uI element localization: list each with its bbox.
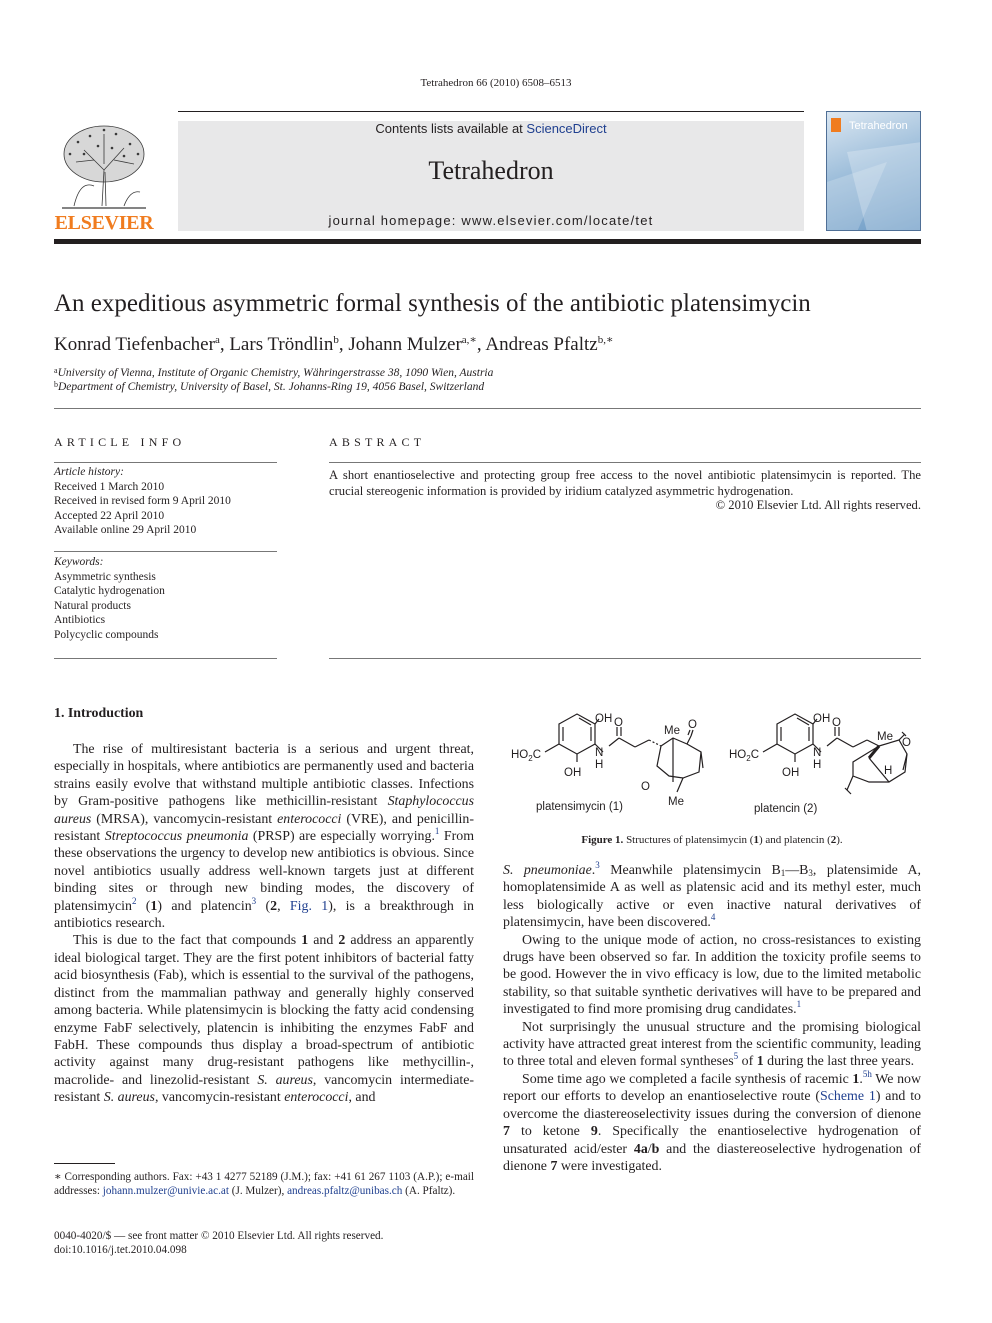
atom-label: Me bbox=[877, 731, 893, 743]
atom-label: O bbox=[902, 737, 911, 749]
benzene-ring bbox=[777, 714, 813, 754]
sciencedirect-link[interactable]: ScienceDirect bbox=[526, 121, 607, 136]
keyword: Polycyclic compounds bbox=[54, 628, 159, 641]
article-info-heading: ARTICLE INFO bbox=[54, 435, 186, 449]
elsevier-tree-icon bbox=[54, 120, 154, 212]
author-list bbox=[54, 333, 934, 356]
contents-prefix: Contents lists available at bbox=[375, 121, 527, 136]
atom-label: $HO_2C$ bbox=[729, 749, 760, 763]
atom-label: H bbox=[595, 759, 604, 771]
history-item: Available online 29 April 2010 bbox=[54, 524, 197, 537]
atom-label: Me bbox=[664, 725, 680, 737]
body-column-right bbox=[503, 862, 921, 1175]
paragraph: This is due to the fact that compounds 1 and 2 address an apparently ideal biological target. They are the first potent inhibitors of bacterial fatty acid biosynthesis (Fab), which is essential to the survival of the pathogens, distinct from the mammalian pathway and generally highly conserved among bacteria. While platensimycin is blocking the fatty acid condensing enzyme FabF selectively, platencin is inhibiting the enzymes FabF and FabH. These compounds thus display a broad-spectrum of antibiotic activity against many drug-resistant pathogens like methycillin-, macrolide- and linezolid-resistant S. aureus, vancomycin intermediate-resistant S. aureus, vancomycin-resistant enterococci, and bbox=[54, 933, 475, 1106]
atom-label: O bbox=[614, 717, 623, 729]
abstract-heading: ABSTRACT bbox=[329, 435, 426, 449]
affiliation-text: University of Vienna, Institute of Organic Chemistry, Währingerstrasse 38, 1090 Wien, Austria bbox=[57, 367, 494, 379]
atom-label: O bbox=[688, 719, 697, 731]
divider bbox=[54, 408, 921, 409]
atom-label: OH bbox=[595, 713, 613, 725]
atom-label: OH bbox=[564, 767, 582, 779]
divider bbox=[54, 551, 277, 552]
atom-label: N bbox=[813, 747, 822, 759]
email-link[interactable]: andreas.pfaltz@unibas.ch bbox=[287, 1185, 403, 1198]
benzene-ring bbox=[559, 714, 595, 754]
atom-label: H bbox=[884, 765, 893, 777]
article-history bbox=[54, 465, 231, 538]
affiliation bbox=[54, 380, 484, 393]
cage-skeleton bbox=[853, 740, 907, 782]
journal-name: Tetrahedron bbox=[428, 156, 554, 185]
atom-label: Me bbox=[668, 796, 684, 808]
divider bbox=[329, 462, 921, 463]
reference-link[interactable]: 1 bbox=[796, 999, 802, 1010]
affiliation-mark: b bbox=[54, 380, 58, 389]
abstract-copyright: © 2010 Elsevier Ltd. All rights reserved. bbox=[715, 498, 921, 512]
author-affiliation-mark[interactable]: b bbox=[333, 334, 339, 346]
homepage-link[interactable]: www.elsevier.com/locate/tet bbox=[461, 213, 654, 228]
author-name: Johann Mulzer bbox=[348, 334, 462, 355]
paragraph: Owing to the unique mode of action, no cross-resistances to existing drugs have been observed so far. In addition the toxicity profile seems to be good. However the in vivo efficacy is low, due to the limited metabolic stability, so that suitable synthetic derivatives will have to be prepared and investigated to find more promising drug candidates.$^1$ bbox=[503, 932, 921, 1018]
author-separator: , bbox=[219, 334, 230, 355]
reference-link[interactable]: 4 bbox=[710, 912, 716, 923]
reference-link[interactable]: 3 bbox=[595, 860, 600, 870]
reference-link[interactable]: 5 bbox=[733, 1051, 739, 1062]
divider bbox=[54, 658, 277, 659]
journal-citation: Tetrahedron 66 (2010) 6508–6513 bbox=[420, 77, 572, 89]
reference-link[interactable]: 5h bbox=[862, 1068, 872, 1079]
author-name: Andreas Pfaltz bbox=[485, 334, 598, 355]
figure-caption: Figure 1. Structures of platensimycin (1) and platencin (2). bbox=[581, 834, 843, 846]
reference-link[interactable]: 1 bbox=[434, 826, 440, 837]
figure-caption-label: Figure 1. bbox=[581, 834, 624, 846]
paragraph: Some time ago we completed a facile synthesis of racemic 1.$^{5h}$ We now report our efforts to develop an enantioselective route (Scheme 1) and to overcome the diastereoselectivity issues during the conversion of dienone 7 to ketone 9. Specifically the enantioselective hydrogenation of unsaturated acid/ester 4a/b and the diastereoselective hydrogenation of dienone 7 were investigated. bbox=[503, 1068, 922, 1174]
email-link[interactable]: johann.mulzer@univie.ac.at bbox=[102, 1185, 229, 1198]
section-heading: 1. Introduction bbox=[54, 706, 144, 721]
atom-label: O bbox=[832, 717, 841, 729]
author-name: Lars Tröndlin bbox=[229, 334, 334, 355]
history-label: Article history: bbox=[54, 466, 124, 478]
scheme-link[interactable]: Scheme 1 bbox=[820, 1089, 876, 1105]
header-thick-rule bbox=[54, 239, 921, 244]
affiliation-mark: a bbox=[54, 366, 58, 375]
footnote-rule bbox=[54, 1163, 115, 1164]
corresponding-author-footnote: ∗ Corresponding authors. Fax: +43 1 4277 52189 (J.M.); fax: +41 61 267 1103 (A.P.); e-mail addresses: johann.mulzer@univie.ac.at (J. Mulzer), andreas.pfaltz@unibas.ch (A. Pfaltz). bbox=[54, 1171, 474, 1198]
keyword: Natural products bbox=[54, 599, 131, 612]
author-affiliation-mark[interactable]: a bbox=[214, 334, 220, 346]
divider bbox=[54, 462, 277, 463]
atom-label: N bbox=[595, 747, 604, 759]
paragraph: The rise of multiresistant bacteria is a serious and urgent threat, especially in hospitals, where antibiotics are permanently used and bacteria strains easily evolve that withstand multiple antibiotic classes. Infections by Gram-positive pathogens like methicillin-resistant Staphylococcus aureus (MRSA), vancomycin-resistant enterococci (VRE), and penicillin-resistant Streptococcus pneumonia (PRSP) are especially worrying.$^1$ From these observations the urgency to develop new antibiotics is obvious. Since novel antibiotics usually address well-known targets just at different binding sites or through new binding modes, the discovery of platensimycin$^2$ (1) and platencin$^3$ (2, Fig. 1), is a breakthrough in antibiotics research. bbox=[54, 742, 475, 932]
author-separator: , bbox=[476, 334, 486, 355]
keyword: Asymmetric synthesis bbox=[54, 570, 156, 583]
affiliation bbox=[54, 366, 493, 379]
figure-1 bbox=[503, 706, 921, 826]
figure-link[interactable]: Fig. 1 bbox=[289, 898, 329, 914]
author-separator: , bbox=[338, 334, 349, 355]
atom-label: OH bbox=[813, 713, 831, 725]
issn-doi-block bbox=[54, 1229, 383, 1258]
issn-line: 0040-4020/$ — see front matter © 2010 Elsevier Ltd. All rights reserved. bbox=[54, 1230, 384, 1242]
abstract-text: A short enantioselective and protecting group free access to the novel antibiotic platensimycin is reported. The crucial stereogenic information is provided by iridium catalyzed asymmetric hydrogenation. bbox=[329, 468, 921, 498]
journal-homepage bbox=[178, 213, 804, 228]
elsevier-wordmark: ELSEVIER bbox=[54, 212, 154, 234]
divider bbox=[329, 658, 921, 659]
cage-skeleton bbox=[657, 738, 701, 778]
atom-label: OH bbox=[782, 767, 800, 779]
chemical-structures bbox=[503, 706, 921, 826]
author-affiliation-mark[interactable]: a,∗ bbox=[461, 334, 477, 346]
cover-art-icon bbox=[827, 112, 921, 231]
keyword: Catalytic hydrogenation bbox=[54, 585, 165, 598]
journal-cover-thumbnail[interactable] bbox=[826, 111, 921, 231]
atom-label: H bbox=[813, 759, 822, 771]
header-rule bbox=[178, 111, 804, 112]
keywords bbox=[54, 555, 165, 643]
paragraph: Not surprisingly the unusual structure and the promising biological activity have attracted great interest from the scientific community, leading to three total and eleven formal syntheses$^5$ of 1 during the last three years. bbox=[503, 1019, 921, 1070]
history-item: Received 1 March 2010 bbox=[54, 480, 165, 493]
homepage-prefix: journal homepage: bbox=[328, 213, 462, 228]
contents-line bbox=[178, 121, 804, 136]
atom-label: O bbox=[641, 781, 650, 793]
history-item: Accepted 22 April 2010 bbox=[54, 509, 165, 522]
reference-link[interactable]: 2 bbox=[131, 895, 137, 906]
affiliation-text: Department of Chemistry, University of Basel, St. Johanns-Ring 19, 4056 Basel, Switzerland bbox=[58, 381, 485, 393]
author-affiliation-mark[interactable]: b,∗ bbox=[597, 334, 614, 346]
reference-link[interactable]: 3 bbox=[251, 895, 257, 906]
compound-label: platencin (2) bbox=[754, 803, 818, 815]
doi-line[interactable]: doi:10.1016/j.tet.2010.04.098 bbox=[54, 1244, 187, 1257]
keywords-label: Keywords: bbox=[54, 556, 104, 568]
article-title: An expeditious asymmetric formal synthesis of the antibiotic platensimycin bbox=[54, 290, 811, 317]
keyword: Antibiotics bbox=[54, 614, 106, 627]
history-item: Received in revised form 9 April 2010 bbox=[54, 495, 231, 508]
atom-label: $HO_2C$ bbox=[511, 749, 542, 763]
paragraph: S. pneumoniae.$^3$ Meanwhile platensimycin $B_1—B_3$, platensimide A, homoplatensimide A as well as platensic acid and its methyl ester, much less biologically active or even inactive natural derivatives of platensimycin, have been discovered.$^4$ bbox=[503, 860, 921, 931]
author-name: Konrad Tiefenbacher bbox=[54, 334, 215, 355]
compound-label: platensimycin (1) bbox=[536, 801, 623, 813]
body-column-left bbox=[54, 741, 474, 1107]
cover-title: Tetrahedron bbox=[849, 120, 908, 132]
